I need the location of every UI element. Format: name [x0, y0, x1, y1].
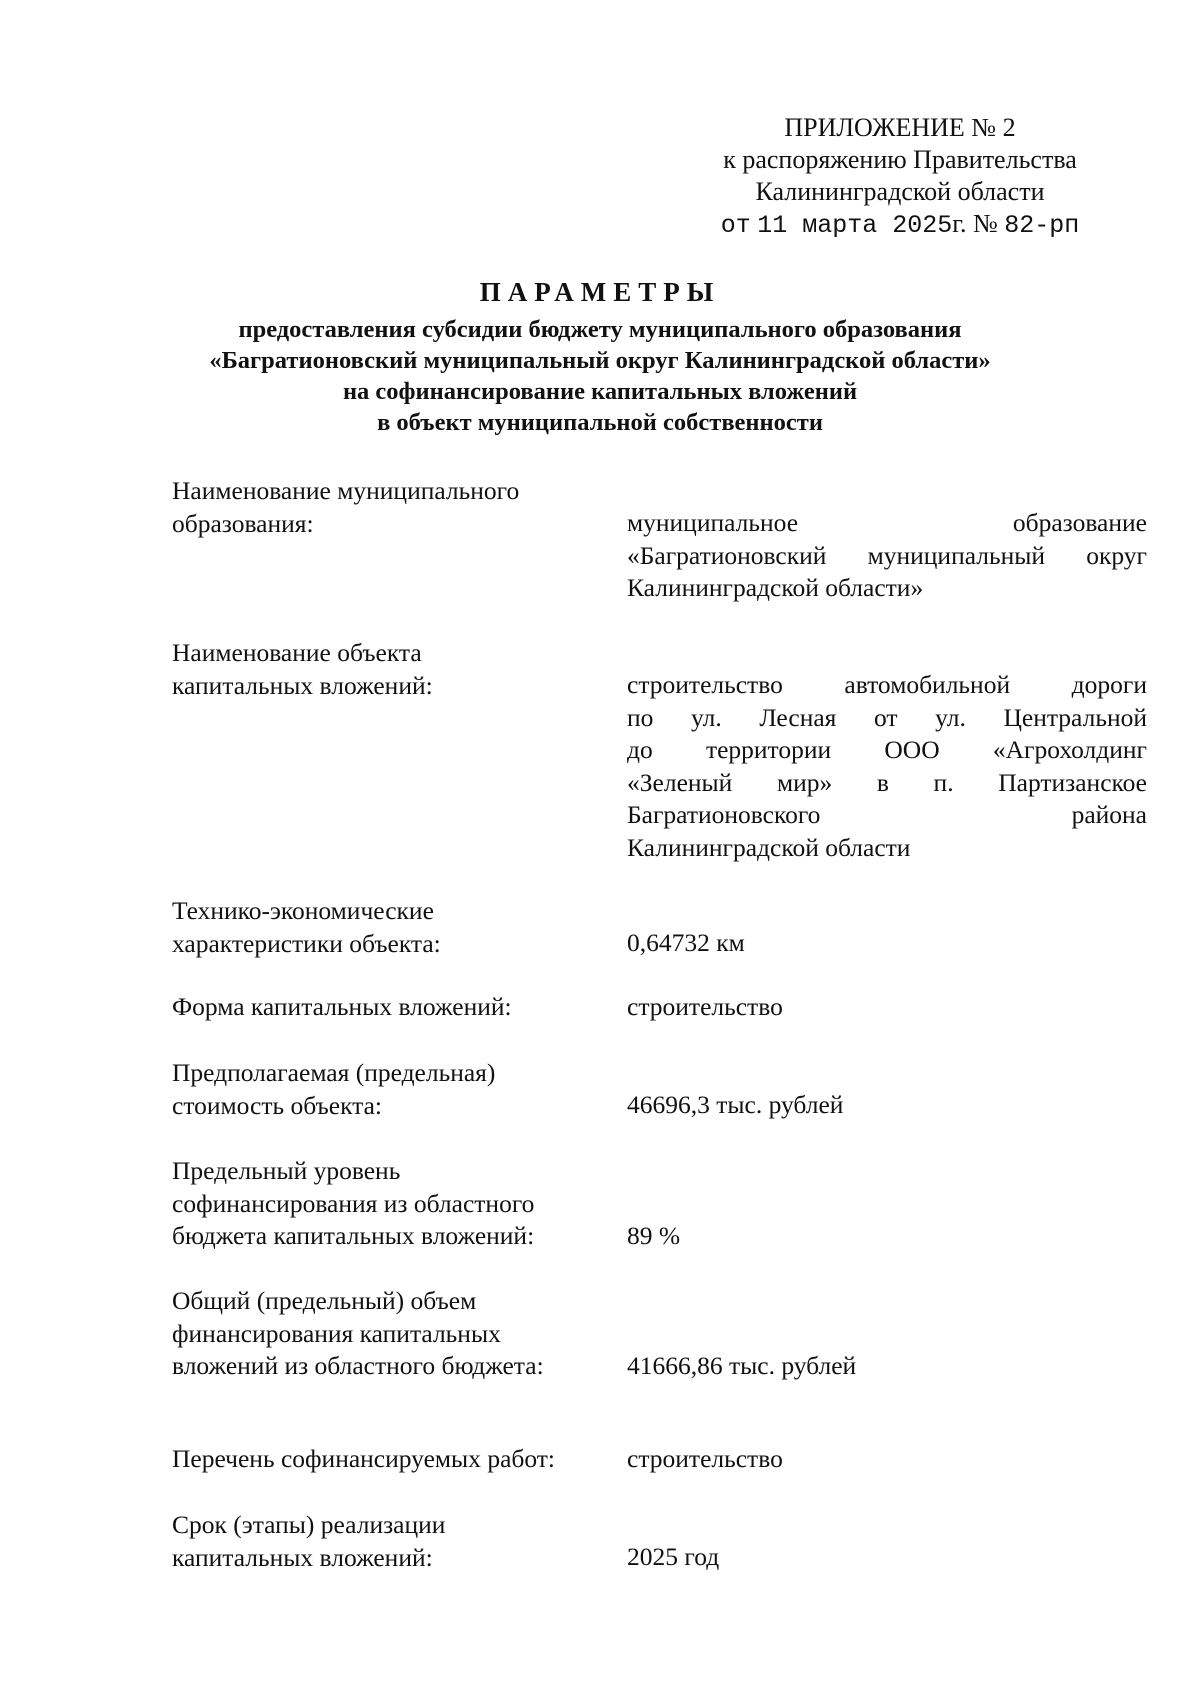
param-value	[627, 1541, 1147, 1574]
title-line-3: на софинансирование капитальных вложений	[342, 378, 858, 405]
number-sign: №	[972, 209, 998, 238]
value-line: по ул. Лесная от ул. Центральной	[627, 702, 1147, 732]
appendix-date-line	[690, 208, 1110, 242]
label-line: Наименование объекта	[172, 638, 422, 667]
value-line: муниципальное образование	[627, 508, 1147, 537]
param-label	[172, 475, 592, 540]
param-value	[627, 927, 1147, 960]
value-line: Калининградской области	[627, 832, 911, 862]
label-line: Предполагаемая (предельная)	[172, 1058, 496, 1087]
param-value	[627, 669, 1147, 864]
label-line: Наименование муниципального	[172, 476, 520, 505]
value-line: строительство	[627, 1444, 783, 1473]
value-line: Калининградской области»	[627, 573, 924, 602]
label-line: Технико-экономические	[172, 896, 434, 925]
param-label	[172, 1509, 592, 1574]
param-value	[627, 1089, 1147, 1122]
value-line: 2025 год	[627, 1542, 720, 1571]
param-label	[172, 895, 592, 960]
label-line: капитальных вложений:	[172, 670, 433, 700]
param-label	[172, 1285, 592, 1383]
param-label	[172, 991, 592, 1024]
label-line: Предельный уровень	[172, 1156, 401, 1185]
param-label	[172, 1443, 592, 1476]
value-line: Багратионовского района	[627, 800, 1147, 829]
date-value: 11 марта 2025	[757, 211, 953, 240]
param-value	[627, 1350, 1147, 1383]
param-label	[172, 1155, 592, 1253]
label-line: вложений из областного бюджета:	[172, 1351, 544, 1380]
label-line: характеристики объекта:	[172, 928, 441, 958]
title-main: ПАРАМЕТРЫ	[479, 277, 721, 307]
label-line: Общий (предельный) объем	[172, 1286, 477, 1315]
label-line: софинансирования из областного	[172, 1188, 535, 1218]
label-line: стоимость объекта:	[172, 1090, 383, 1120]
label-line: финансирования капитальных	[172, 1318, 501, 1348]
value-line: строительство	[627, 992, 783, 1021]
date-year-suffix: г.	[952, 209, 967, 238]
appendix-title: ПРИЛОЖЕНИЕ № 2	[784, 113, 1016, 142]
param-label	[172, 637, 592, 702]
value-line: до территории ООО «Агрохолдинг	[627, 735, 1147, 764]
param-value	[627, 507, 1147, 605]
label-line: бюджета капитальных вложений:	[172, 1221, 535, 1250]
label-line: Перечень софинансируемых работ:	[172, 1444, 555, 1473]
value-line: «Багратионовский муниципальный округ	[627, 540, 1147, 570]
param-value	[627, 991, 1147, 1024]
param-value	[627, 1220, 1147, 1253]
number-value: 82-рп	[1004, 211, 1080, 240]
appendix-line-1: к распоряжению Правительства	[723, 145, 1077, 174]
title-line-2: «Багратионовский муниципальный округ Калининградской области»	[209, 347, 991, 374]
value-line: 41666,86 тыс. рублей	[627, 1351, 857, 1380]
value-line: 46696,3 тыс. рублей	[627, 1090, 844, 1119]
value-line: строительство автомобильной дороги	[627, 670, 1147, 699]
label-line: Срок (этапы) реализации	[172, 1510, 446, 1539]
date-prefix: от	[720, 211, 751, 240]
label-line: капитальных вложений:	[172, 1542, 433, 1572]
title-line-4: в объект муниципальной собственности	[377, 409, 823, 436]
param-value	[627, 1443, 1147, 1476]
document-title	[150, 277, 1050, 438]
appendix-header	[690, 112, 1110, 242]
value-line: «Зеленый мир» в п. Партизанское	[627, 767, 1147, 797]
param-label	[172, 1057, 592, 1122]
label-line: Форма капитальных вложений:	[172, 992, 512, 1021]
value-line: 0,64732 км	[627, 928, 745, 957]
title-line-1: предоставления субсидии бюджету муниципального образования	[238, 316, 962, 343]
value-line: 89 %	[627, 1221, 681, 1250]
appendix-line-2: Калининградской области	[755, 177, 1045, 206]
label-line: образования:	[172, 508, 314, 538]
